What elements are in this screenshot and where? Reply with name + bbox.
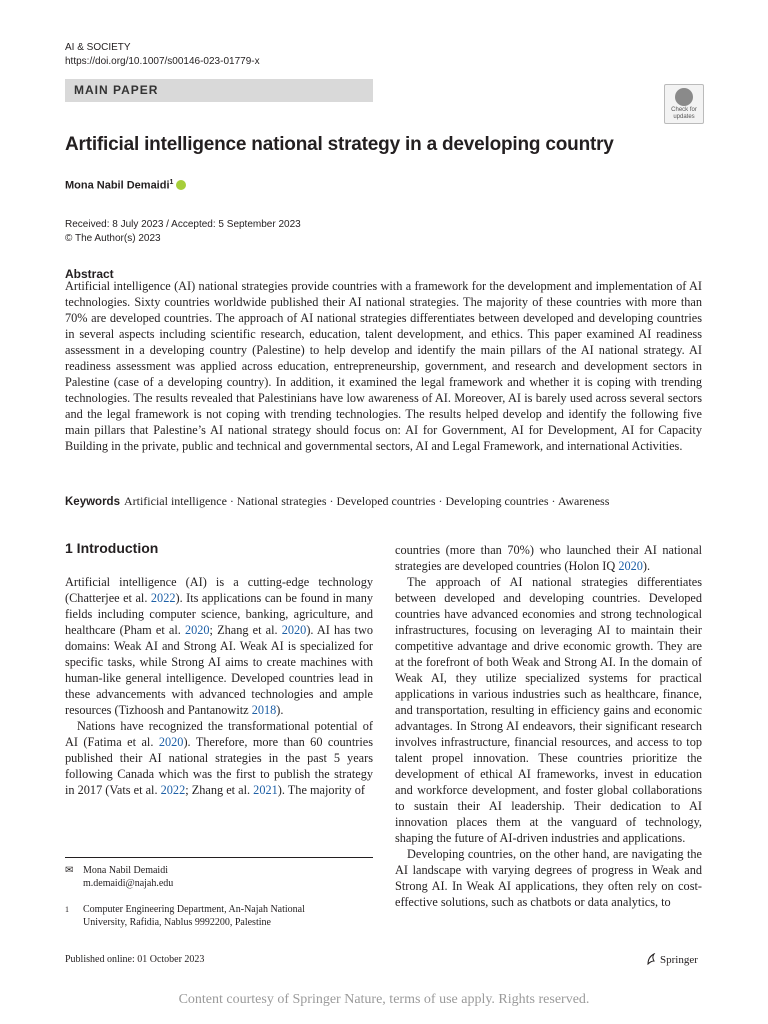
keywords-line bbox=[65, 494, 705, 509]
keywords-label: Keywords bbox=[65, 496, 120, 508]
left-column bbox=[65, 574, 373, 798]
citation-link[interactable]: 2020 bbox=[281, 623, 307, 637]
paragraph: The approach of AI national strategies differentiates between developed and developing countries. Developed countries have advanced economies and strong technological infrastructures, focusing on leveraging AI to maintain their competitive advantage and drive economic growth. They are at the forefront of both Weak and Strong AI. In the domain of Weak AI, they utilize specialized systems for practical applications in various industries such as healthcare, finance, and transportation, resulting in efficiency gains and economic advantages. In Strong AI endeavors, their significant research involves infrastructure, financial resources, and access to top talent propel innovation. These countries prioritize the development of ethical AI frameworks, invest in education and workforce development, and foster global collaborations to sustain their AI leadership. Their dedication to AI innovation places them at the vanguard of technology, shaping the future of AI-driven industries and applications. bbox=[395, 575, 702, 845]
paragraph bbox=[65, 718, 373, 798]
text-run: ; Zhang et al. bbox=[209, 623, 282, 637]
text-run: ; Zhang et al. bbox=[185, 783, 254, 797]
text-run: ). AI has two domains: Weak AI and Strong AI. Weak AI is specialized for specific tasks, while Strong AI aims to create machines with human-like general intelligence. Developed countries lead in these advancements with advanced technologies and ample resources (Tizhoosh and Pantanowitz bbox=[65, 623, 373, 717]
affiliation-marker: 1 bbox=[65, 905, 69, 914]
received-dates: Received: 8 July 2023 / Accepted: 5 September 2023 bbox=[65, 219, 301, 230]
check-for-updates-text: Check for updates bbox=[671, 107, 697, 120]
text-run: countries (more than 70%) who launched their AI national strategies are developed countries (Holon IQ bbox=[395, 543, 702, 573]
paragraph bbox=[65, 574, 373, 718]
citation-link[interactable]: 2020 bbox=[618, 559, 643, 573]
footnote-author-name: Mona Nabil Demaidi bbox=[83, 865, 168, 876]
orcid-icon[interactable] bbox=[176, 180, 186, 190]
footnote-email[interactable]: m.demaidi@najah.edu bbox=[83, 878, 174, 889]
publisher-name: Springer bbox=[660, 954, 698, 966]
affiliation-line: Computer Engineering Department, An-Najah National bbox=[83, 904, 305, 915]
section-label: MAIN PAPER bbox=[74, 83, 159, 97]
copyright-line: © The Author(s) 2023 bbox=[65, 233, 161, 244]
section-heading-introduction: 1 Introduction bbox=[65, 540, 159, 556]
citation-link[interactable]: 2020 bbox=[184, 623, 210, 637]
text-run: ). The majority of bbox=[277, 783, 365, 797]
check-for-updates-badge[interactable] bbox=[664, 84, 704, 124]
keywords-text: Artificial intelligence · National strategies · Developed countries · Developing countries · Awareness bbox=[123, 494, 610, 508]
citation-link[interactable]: 2020 bbox=[158, 735, 184, 749]
text-run: Artificial intelligence (AI) is a cutting-edge technology (Chatterjee et al. bbox=[65, 575, 373, 605]
text-run: ). Its applications can be found in many fields including computer science, banking, agriculture, and healthcare (Pham et al. bbox=[65, 591, 373, 637]
citation-link[interactable]: 2018 bbox=[251, 703, 277, 717]
paragraph bbox=[395, 542, 702, 574]
affiliation-line: University, Rafidia, Nablus 9992200, Palestine bbox=[83, 917, 271, 928]
paragraph: Developing countries, on the other hand, are navigating the AI landscape with varying degrees of progress in Weak and Strong AI. In Weak AI applications, they often rely on cost-effective solutions, such as chatbots or data analytics, to bbox=[395, 847, 702, 909]
published-date: Published online: 01 October 2023 bbox=[65, 954, 205, 965]
journal-name: AI & SOCIETY bbox=[65, 42, 131, 53]
text-run: ). Therefore, more than 60 countries published their AI national strategies in the past 5 years following Canada which was the first to publish the strategy in 2017 (Vats et al. bbox=[65, 735, 374, 797]
publisher-logo bbox=[646, 953, 698, 966]
section-label-bar bbox=[65, 79, 373, 102]
citation-link[interactable]: 2021 bbox=[253, 783, 278, 797]
envelope-icon: ✉ bbox=[65, 865, 74, 876]
springer-horse-icon bbox=[646, 953, 656, 965]
article-title: Artificial intelligence national strategy in a developing country bbox=[65, 134, 614, 155]
author-line bbox=[65, 179, 186, 192]
abstract-body: Artificial intelligence (AI) national strategies provide countries with a framework for the development and implementation of AI technologies. Sixty countries worldwide published their AI national strategies. The majority of these countries with more than 70% are developed countries. The approach of AI national strategies differentiates between developed and developing countries in several aspects including scientific research, education, talent development, and ethics. This paper examined AI readiness assessment in a developing country (Palestine) to help develop and identify the main pillars of the AI national strategy. AI readiness assessment was applied across education, entrepreneurship, government, and research and development sectors in Palestine (case of a developing country). In addition, it examined the legal framework and whether it is coping with trending technologies. The results revealed that Palestinians have low awareness of AI. Moreover, AI is barely used across several sectors and the legal framework is not coping with trending technologies. The results helped develop and identify the following five main pillars that Palestine’s AI national strategy should focus on: AI for Government, AI for Development, AI for Capacity Building in the private, public and technical and governmental sectors, AI and Legal Framework, and international Activities. bbox=[65, 279, 702, 453]
text-run: Nations have recognized the transformational potential of AI (Fatima et al. bbox=[65, 719, 373, 749]
text-run: ). bbox=[642, 559, 651, 573]
check-for-updates-icon bbox=[675, 88, 693, 106]
doi-link[interactable]: https://doi.org/10.1007/s00146-023-01779-x bbox=[65, 56, 260, 67]
text-run: ). bbox=[276, 703, 284, 717]
courtesy-notice: Content courtesy of Springer Nature, terms of use apply. Rights reserved. bbox=[178, 992, 590, 1007]
abstract-heading: Abstract bbox=[65, 267, 114, 281]
author-name[interactable]: Mona Nabil Demaidi bbox=[65, 179, 170, 192]
right-column bbox=[395, 542, 702, 910]
footnote-divider bbox=[65, 857, 373, 858]
citation-link[interactable]: 2022 bbox=[150, 591, 176, 605]
author-affiliation-marker: 1 bbox=[169, 179, 174, 186]
citation-link[interactable]: 2022 bbox=[160, 783, 186, 797]
